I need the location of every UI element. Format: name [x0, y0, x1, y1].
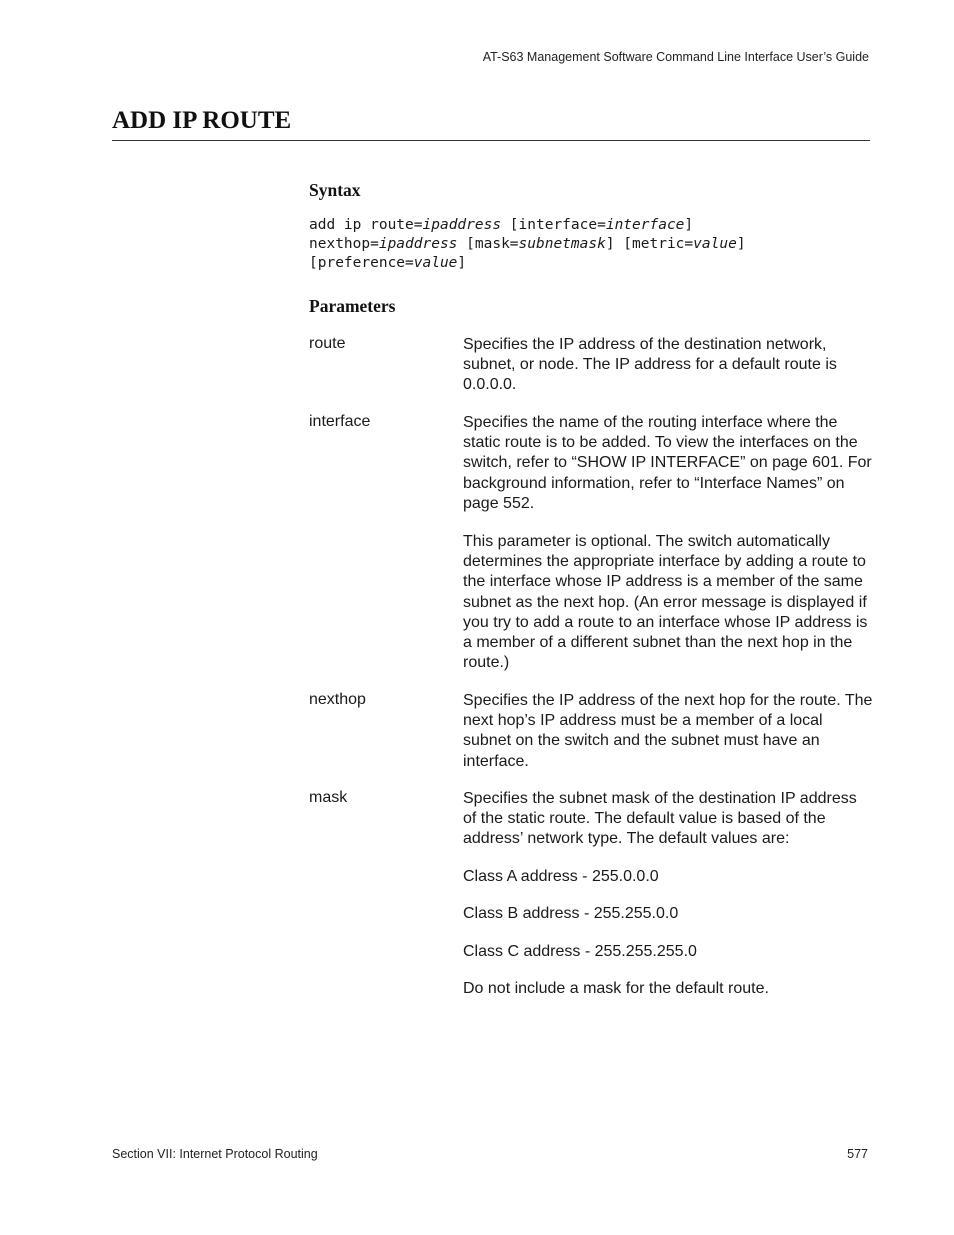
syntax-variable: interface: [605, 217, 685, 233]
syntax-block: [309, 216, 746, 274]
mask-note: Do not include a mask for the default route.: [463, 980, 769, 997]
syntax-text: ]: [736, 236, 746, 253]
param-desc-mask: Specifies the subnet mask of the destination IP address of the static route. The default value is based of the address’ network type. The default values are:: [463, 790, 857, 848]
parameters-heading: Parameters: [309, 296, 396, 316]
mask-class-a: Class A address - 255.0.0.0: [463, 868, 659, 885]
param-name-nexthop: nexthop: [309, 691, 366, 708]
syntax-variable: ipaddress: [422, 217, 502, 233]
running-header: AT-S63 Management Software Command Line Interface User’s Guide: [482, 50, 869, 64]
param-desc-interface: Specifies the name of the routing interface where the static route is to be added. To view the interfaces on the switch, refer to “SHOW IP INTERFACE” on page 601. For background information, refer to “Interface Names” on page 552.: [463, 414, 872, 512]
syntax-line-3: [309, 254, 746, 273]
syntax-text: ]: [684, 217, 694, 233]
syntax-text: [interface=: [501, 217, 606, 233]
mask-class-b: Class B address - 255.255.0.0: [463, 905, 679, 922]
syntax-variable: subnetmask: [518, 236, 606, 253]
syntax-variable: value: [693, 236, 737, 253]
page-number: 577: [847, 1147, 868, 1161]
syntax-text: add ip route=: [309, 217, 423, 233]
syntax-text: ] [metric=: [605, 236, 694, 253]
param-name-mask: mask: [309, 789, 348, 806]
title-rule: [112, 140, 870, 141]
mask-class-c: Class C address - 255.255.255.0: [463, 943, 697, 960]
syntax-text: [preference=: [309, 255, 414, 272]
syntax-text: [mask=: [457, 236, 519, 253]
syntax-text: nexthop=: [309, 236, 379, 253]
param-desc-route: Specifies the IP address of the destination network, subnet, or node. The IP address for a default route is 0.0.0.0.: [463, 336, 837, 394]
syntax-line-1: [309, 216, 746, 235]
syntax-text: ]: [457, 255, 467, 272]
page-title: ADD IP ROUTE: [112, 107, 292, 134]
syntax-variable: value: [413, 255, 458, 272]
param-name-interface: interface: [309, 413, 371, 430]
param-name-route: route: [309, 335, 346, 352]
running-footer: Section VII: Internet Protocol Routing: [112, 1147, 318, 1161]
param-desc-interface-optional: This parameter is optional. The switch automatically determines the appropriate interface by adding a route to the interface whose IP address is a member of the same subnet as the next hop. (An error message is displayed if you try to add a route to an interface whose IP address is a member of a different subnet than the next hop in the route.): [463, 533, 868, 672]
syntax-line-2: [309, 235, 746, 254]
syntax-heading: Syntax: [309, 180, 361, 200]
param-desc-nexthop: Specifies the IP address of the next hop for the route. The next hop’s IP address must be a member of a local subnet on the switch and the subnet must have an interface.: [463, 692, 873, 770]
syntax-variable: ipaddress: [378, 236, 458, 253]
